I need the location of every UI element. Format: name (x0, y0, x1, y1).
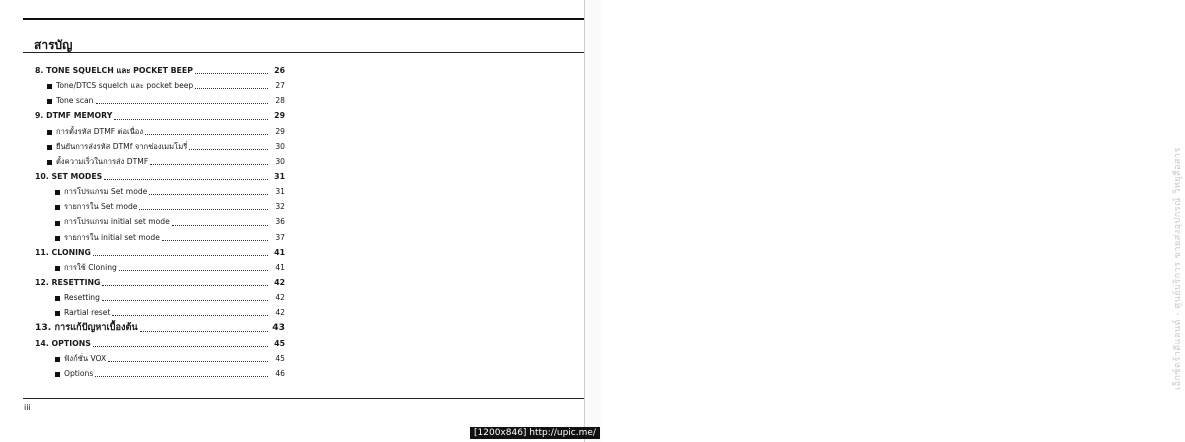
toc-entry-set-mode-items (35, 199, 285, 214)
page-edge (584, 0, 1183, 442)
toc-entry-label: การโปรแกรม initial set mode (64, 217, 170, 227)
toc-entry-label: Resetting (64, 293, 100, 303)
toc-entry-page: 29 (274, 111, 285, 121)
toc-entry-chapter-10 (35, 169, 285, 184)
dot-leader (172, 225, 268, 226)
square-bullet-icon (55, 221, 60, 226)
toc-entry-label: การโปรแกรม Set mode (64, 187, 148, 197)
dot-leader (93, 346, 268, 347)
square-bullet-icon (55, 205, 60, 210)
toc-entry-tone-scan (35, 93, 285, 108)
toc-entry-label: การตั้งรหัส DTMF ต่อเนื่อง (56, 126, 144, 136)
toc-entry-page: 31 (274, 171, 285, 181)
toc-entry-page: 45 (274, 338, 285, 348)
dot-leader (140, 331, 268, 332)
square-bullet-icon (55, 236, 60, 241)
toc-entry-page: 42 (275, 293, 285, 303)
toc-entry-page: 41 (275, 262, 285, 272)
toc-entry-chapter-8 (35, 63, 285, 78)
page-title: สารบัญ (34, 38, 73, 52)
toc-entry-page: 45 (275, 353, 285, 363)
toc-entry-label: 12. RESETTING (35, 277, 101, 287)
square-bullet-icon (55, 357, 60, 362)
toc-entry-label: 11. CLONING (35, 247, 91, 257)
dot-leader (119, 270, 268, 271)
toc-entry-label: รายการใน initial set mode (64, 232, 160, 242)
toc-entry-using-cloning (35, 260, 285, 275)
square-bullet-icon (55, 372, 60, 377)
image-host-caption: [1200x846] http://upic.me/ (470, 427, 600, 439)
toc-entry-dtmf-speed (35, 154, 285, 169)
toc-entry-options (35, 366, 285, 381)
toc-entry-page: 32 (275, 202, 285, 212)
dot-leader (96, 103, 269, 104)
bottom-rule (23, 398, 584, 399)
toc-entry-label: 13. การแก้ปัญหาเบื้องต้น (35, 322, 138, 334)
toc-entry-label: 9. DTMF MEMORY (35, 111, 113, 121)
square-bullet-icon (55, 296, 60, 301)
square-bullet-icon (47, 160, 52, 165)
square-bullet-icon (55, 311, 60, 316)
toc-entry-resetting (35, 290, 285, 305)
toc-entry-program-initial-set-mode (35, 214, 285, 229)
toc-entry-dtmf-confirm (35, 139, 285, 154)
toc-entry-label: Tone scan (56, 96, 94, 106)
title-rule (23, 52, 584, 53)
toc-entry-chapter-11 (35, 245, 285, 260)
toc-entry-partial-reset (35, 305, 285, 320)
toc-entry-page: 28 (275, 96, 285, 106)
toc-entry-page: 42 (274, 277, 285, 287)
dot-leader (145, 134, 268, 135)
toc-entry-label: 10. SET MODES (35, 171, 103, 181)
toc-entry-vox-function (35, 351, 285, 366)
toc-entry-label: ตั้งความเร็วในการส่ง DTMF (56, 156, 149, 166)
toc-entry-label: Rartial reset (64, 308, 111, 318)
dot-leader (150, 164, 268, 165)
toc-entry-page: 37 (275, 232, 285, 242)
square-bullet-icon (47, 84, 52, 89)
dot-leader (195, 73, 268, 74)
toc-entry-page: 27 (275, 81, 285, 91)
dot-leader (139, 209, 268, 210)
side-watermark: เอ็กซ์ตร้าดีแลนด์ - ศูนย์บริการ ขายส่งอุปกรณ์ วิทยุสื่อสาร (1173, 147, 1183, 390)
dot-leader (189, 149, 268, 150)
toc-entry-page: 46 (275, 368, 285, 378)
toc-entry-page: 29 (275, 126, 285, 136)
square-bullet-icon (47, 99, 52, 104)
toc-entry-chapter-14 (35, 336, 285, 351)
dot-leader (108, 361, 268, 362)
footer-page-number: iii (24, 403, 31, 412)
toc-entry-label: Options (64, 368, 94, 378)
document-page (0, 0, 584, 442)
toc-entry-label: รายการใน Set mode (64, 202, 138, 212)
dot-leader (162, 240, 268, 241)
toc-entry-label: ยืนยันการส่งรหัส DTMf จากช่องเมมโมรี่ (56, 141, 188, 151)
dot-leader (114, 119, 268, 120)
dot-leader (112, 315, 268, 316)
table-of-contents (35, 63, 285, 381)
toc-entry-page: 41 (274, 247, 285, 257)
toc-entry-label: Tone/DTCS squelch และ pocket beep (56, 81, 194, 91)
dot-leader (95, 376, 268, 377)
dot-leader (195, 88, 268, 89)
dot-leader (104, 179, 268, 180)
square-bullet-icon (55, 190, 60, 195)
toc-entry-initial-set-mode-items (35, 230, 285, 245)
dot-leader (102, 285, 268, 286)
toc-entry-dtmf-continuous (35, 124, 285, 139)
toc-entry-tone-dtcs (35, 78, 285, 93)
toc-entry-chapter-13 (35, 320, 285, 335)
square-bullet-icon (47, 130, 52, 135)
toc-entry-label: 14. OPTIONS (35, 338, 91, 348)
toc-entry-page: 42 (275, 308, 285, 318)
toc-entry-page: 31 (275, 187, 285, 197)
dot-leader (149, 194, 268, 195)
toc-entry-page: 30 (275, 156, 285, 166)
toc-entry-label: ฟังก์ชั่น VOX (64, 353, 107, 363)
top-rule (23, 18, 584, 20)
toc-entry-label: การใช้ Cloning (64, 262, 117, 272)
toc-entry-label: 8. TONE SQUELCH และ POCKET BEEP (35, 65, 193, 75)
toc-entry-chapter-12 (35, 275, 285, 290)
square-bullet-icon (47, 145, 52, 150)
square-bullet-icon (55, 266, 60, 271)
dot-leader (102, 300, 268, 301)
dot-leader (93, 255, 268, 256)
toc-entry-page: 26 (274, 65, 285, 75)
toc-entry-page: 30 (275, 141, 285, 151)
toc-entry-chapter-9 (35, 108, 285, 123)
toc-entry-page: 43 (272, 322, 285, 334)
toc-entry-page: 36 (275, 217, 285, 227)
toc-entry-program-set-mode (35, 184, 285, 199)
